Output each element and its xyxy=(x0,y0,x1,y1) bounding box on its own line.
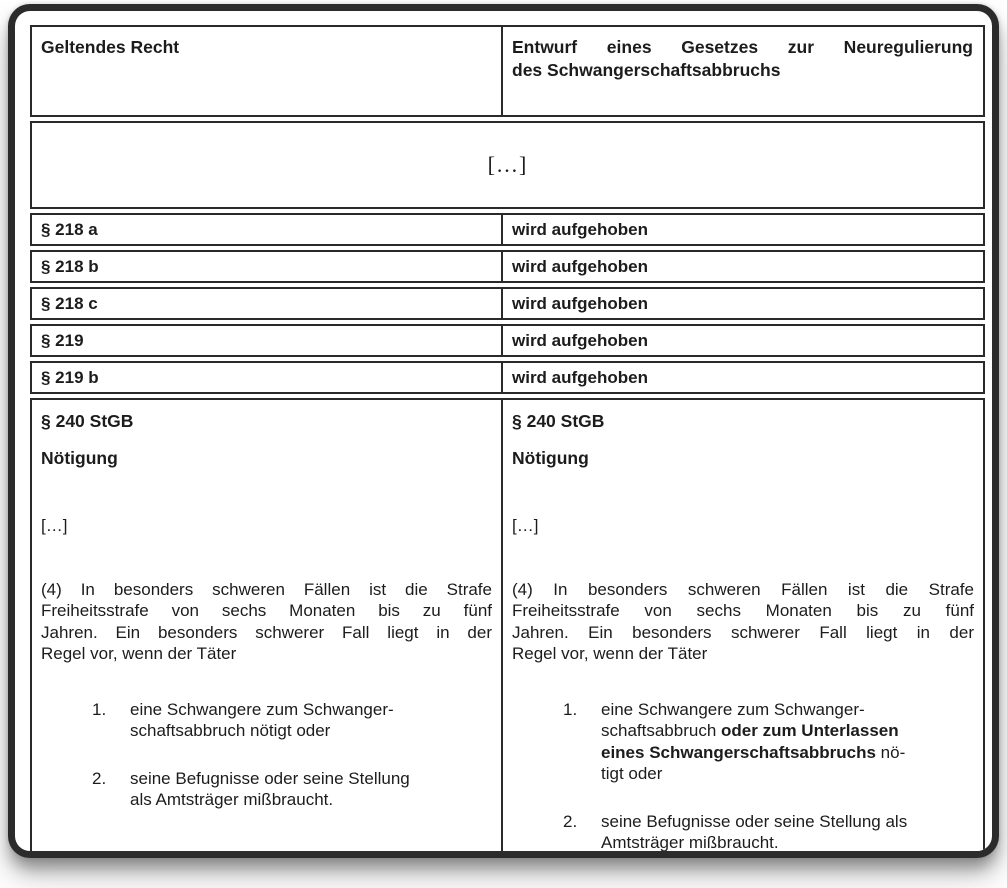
repeal-status: wird aufgehoben xyxy=(512,331,648,350)
list-item-line: eine Schwangere zum Schwanger- xyxy=(601,699,865,719)
screenshot-frame xyxy=(8,4,999,858)
paragraph-label: § 219 xyxy=(32,326,503,355)
section-heading: § 240 StGB xyxy=(41,411,134,431)
paragraph-4 xyxy=(512,579,974,665)
merged-ellipsis-row xyxy=(30,121,985,209)
list-item-line: als Amtsträger mißbraucht. xyxy=(130,790,334,809)
paragraph-line: Freiheitsstrafe von sechs Monaten bis zu fünf xyxy=(41,601,492,620)
paragraph-line: Jahren. Ein besonders schwerer Fall liegt in der xyxy=(41,622,492,642)
list-item-segment: schaftsabbruch xyxy=(601,721,722,740)
header-right-line2: des Schwangerschaftsabbruchs xyxy=(512,60,781,80)
paragraph-label: § 219 b xyxy=(32,363,503,392)
paragraph-label: § 218 b xyxy=(32,252,503,281)
list-item-text xyxy=(130,768,492,811)
list-item-line: Amtsträger mißbraucht. xyxy=(601,833,779,851)
repeal-status: wird aufgehoben xyxy=(512,257,648,276)
section-heading: § 240 StGB xyxy=(512,411,605,431)
header-right-line1: Entwurf eines Gesetzes zur Neuregulierung xyxy=(512,37,973,57)
paragraph-line: Freiheitsstrafe von sechs Monaten bis zu fünf xyxy=(512,601,974,620)
numbered-list xyxy=(512,699,974,852)
header-cell-geltendes-recht xyxy=(32,27,503,115)
paragraph-label: § 218 a xyxy=(32,215,503,244)
list-item-number: 2. xyxy=(563,811,578,831)
section-subheading: Nötigung xyxy=(512,447,589,468)
list-item-segment: nö- xyxy=(875,742,906,762)
list-item-line: seine Befugnisse oder seine Stellung xyxy=(130,768,410,788)
numbered-list xyxy=(41,699,492,811)
list-item-number: 1. xyxy=(92,699,107,719)
list-item-text xyxy=(130,699,492,742)
inserted-text-bold: eines Schwangerschaftsabbruchs xyxy=(601,742,876,762)
inserted-text-bold: oder zum Unterlassen xyxy=(721,721,899,740)
list-item-line xyxy=(601,720,974,742)
table-row-219b xyxy=(30,361,985,394)
repeal-status: wird aufgehoben xyxy=(512,368,648,387)
list-item xyxy=(563,699,974,785)
section-cell-current-law xyxy=(32,400,503,851)
table-row-218c xyxy=(30,287,985,320)
list-item-line: schaftsabbruch nötigt oder xyxy=(130,721,331,740)
document-page xyxy=(15,11,992,851)
header-left-label: Geltendes Recht xyxy=(41,37,180,57)
paragraph-line: Regel vor, wenn der Täter xyxy=(512,644,708,663)
table-row-218a xyxy=(30,213,985,246)
list-item-number: 1. xyxy=(563,699,578,719)
list-item xyxy=(92,699,492,742)
paragraph-label: § 218 c xyxy=(32,289,503,318)
repeal-status: wird aufgehoben xyxy=(512,294,648,313)
list-item-number: 2. xyxy=(92,768,107,788)
table-header-row xyxy=(30,25,985,117)
paragraph-line: (4) In besonders schweren Fällen ist die Strafe xyxy=(41,579,492,599)
list-item xyxy=(92,768,492,811)
list-item-line: tigt oder xyxy=(601,764,663,783)
list-item-line xyxy=(601,742,974,764)
header-cell-entwurf xyxy=(503,27,983,115)
list-item-text xyxy=(601,811,974,852)
paragraph-line: (4) In besonders schweren Fällen ist die Strafe xyxy=(512,579,974,599)
section-subheading: Nötigung xyxy=(41,447,118,468)
section-cell-draft-law xyxy=(503,400,983,851)
ellipsis-marker: […] xyxy=(41,516,68,535)
table-row-219 xyxy=(30,324,985,357)
list-item-text xyxy=(601,699,974,785)
table-row-218b xyxy=(30,250,985,283)
repeal-status: wird aufgehoben xyxy=(512,220,648,239)
paragraph-4 xyxy=(41,579,492,665)
list-item-line: seine Befugnisse oder seine Stellung als xyxy=(601,811,908,831)
list-item-line: eine Schwangere zum Schwanger- xyxy=(130,699,394,719)
table-row-240-stgb xyxy=(30,398,985,851)
list-item xyxy=(563,811,974,852)
paragraph-line: Jahren. Ein besonders schwerer Fall liegt in der xyxy=(512,622,974,642)
paragraph-line: Regel vor, wenn der Täter xyxy=(41,644,237,663)
synopsis-table xyxy=(30,25,985,851)
ellipsis-marker: […] xyxy=(512,516,539,535)
ellipsis-marker: […] xyxy=(487,152,528,177)
